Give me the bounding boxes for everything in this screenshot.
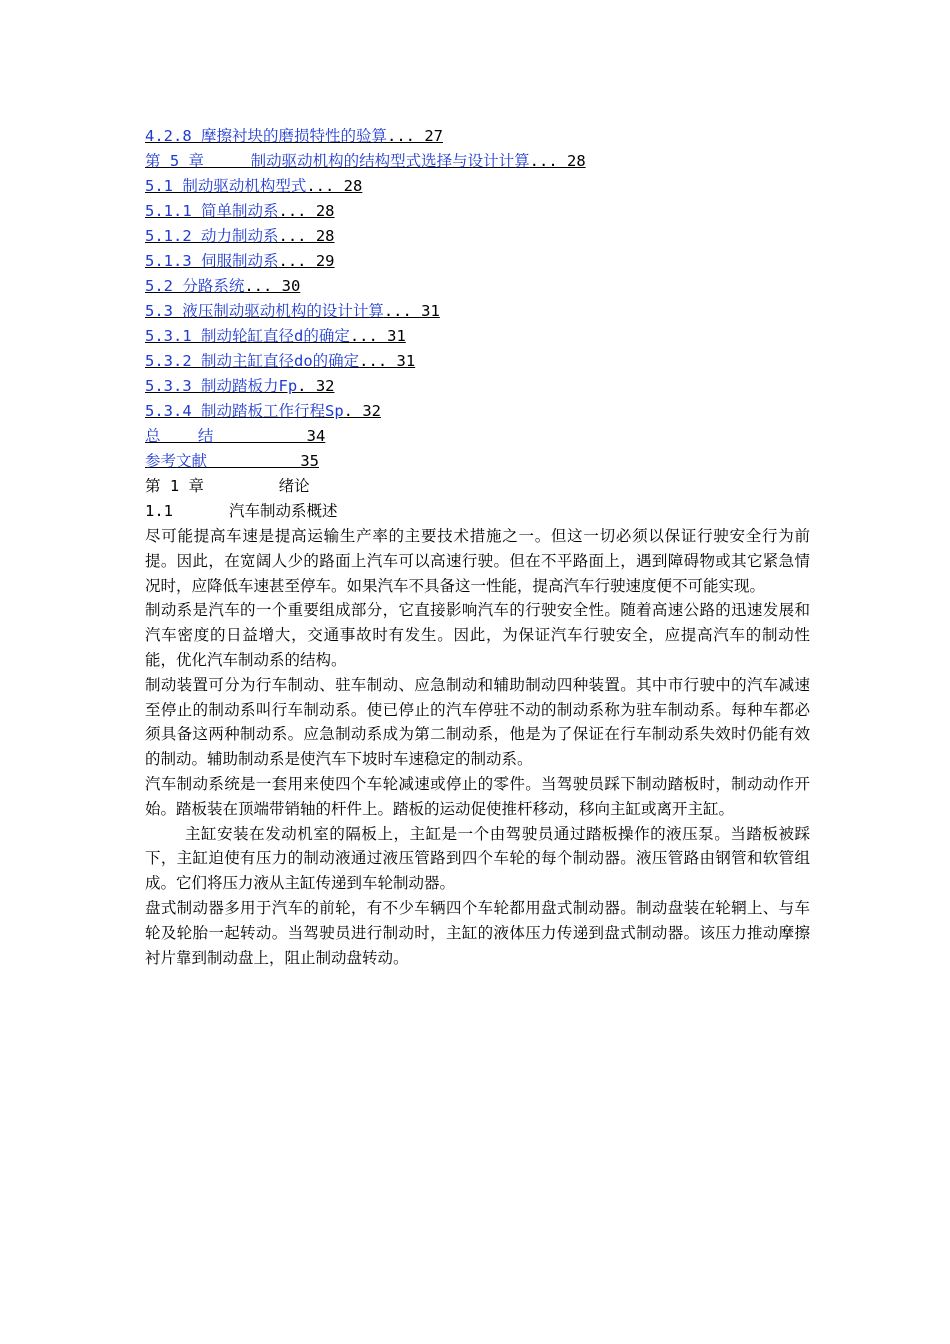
toc-entry-label: 参考文献 (145, 452, 208, 470)
toc-entry[interactable] (145, 399, 810, 424)
section-heading: 1.1 汽车制动系概述 (145, 502, 338, 520)
toc-entry[interactable] (145, 149, 810, 174)
toc-entry-label: 5.3 液压制动驱动机构的设计计算 (145, 302, 384, 320)
toc-link[interactable] (145, 452, 319, 470)
toc-entry-page: ... 28 (278, 202, 335, 220)
toc-entry[interactable] (145, 449, 810, 474)
toc-link[interactable] (145, 302, 440, 320)
toc-entry-label: 5.3.4 制动踏板工作行程Sp (145, 402, 344, 420)
body-paragraph: 主缸安装在发动机室的隔板上，主缸是一个由驾驶员通过踏板操作的液压泵。当踏板被踩下，主缸迫使有压力的制动液通过液压管路到四个车轮的每个制动器。液压管路由钢管和软管组成。它们将压力液从主缸传递到车轮制动器。 (145, 824, 810, 893)
toc-entry-label: 5.1.3 伺服制动系 (145, 252, 279, 270)
toc-link[interactable] (145, 327, 406, 345)
body-paragraph: 制动系是汽车的一个重要组成部分，它直接影响汽车的行驶安全性。随着高速公路的迅速发展和汽车密度的日益增大，交通事故时有发生。因此，为保证汽车行驶安全，应提高汽车的制动性能，优化汽车制动系的结构。 (145, 601, 810, 669)
toc-entry[interactable] (145, 199, 810, 224)
toc-entry-label: 5.3.1 制动轮缸直径d的确定 (145, 327, 350, 345)
toc-entry-label: 5.1.1 简单制动系 (145, 202, 279, 220)
body-paragraph: 汽车制动系统是一套用来使四个车轮减速或停止的零件。当驾驶员踩下制动踏板时，制动动作开始。踏板装在顶端带销轴的杆件上。踏板的运动促使推杆移动，移向主缸或离开主缸。 (145, 774, 810, 818)
body-paragraph: 盘式制动器多用于汽车的前轮，有不少车辆四个车轮都用盘式制动器。制动盘装在轮辋上、与车轮及轮胎一起转动。当驾驶员进行制动时，主缸的液体压力传递到盘式制动器。该压力推动摩擦衬片靠到制动盘上，阻止制动盘转动。 (145, 898, 810, 967)
toc-entry[interactable] (145, 299, 810, 324)
toc-entry-page: ... 31 (359, 352, 416, 370)
toc-entry-page: ... 28 (278, 227, 335, 245)
toc-entry[interactable] (145, 424, 810, 449)
toc-entry-label: 5.2 分路系统 (145, 277, 245, 295)
toc-link[interactable] (145, 227, 335, 245)
toc-link[interactable] (145, 177, 362, 195)
toc-entry-page: ... 27 (387, 127, 443, 145)
toc-entry[interactable] (145, 249, 810, 274)
toc-entry[interactable] (145, 349, 810, 374)
toc-entry-label: 5.3.2 制动主缸直径do的确定 (145, 352, 360, 370)
chapter-heading: 第 1 章 绪论 (145, 477, 310, 495)
toc-entry-page: ... 28 (306, 177, 363, 195)
toc-entry-label: 5.1 制动驱动机构型式 (145, 177, 307, 195)
toc-link[interactable] (145, 352, 415, 370)
toc-entry-label: 5.1.2 动力制动系 (145, 227, 279, 245)
toc-entry-label: 总 结 (145, 427, 214, 445)
toc-entry[interactable] (145, 324, 810, 349)
toc-entry-page: ... 28 (529, 152, 586, 170)
body-paragraph: 制动装置可分为行车制动、驻车制动、应急制动和辅助制动四种装置。其中市行驶中的汽车减速至停止的制动系叫行车制动系。使已停止的汽车停驻不动的制动系称为驻车制动系。每种车都必须具备这两种制动系。应急制动系成为第二制动系，他是为了保证在行车制动系失效时仍能有效的制动。辅助制动系是使汽车下坡时车速稳定的制动系。 (145, 675, 810, 769)
toc-entry-label: 第 5 章 制动驱动机构的结构型式选择与设计计算 (145, 152, 530, 170)
toc-entry-label: 4.2.8 摩擦衬块的磨损特性的验算 (145, 127, 387, 145)
toc-entry-page: ... 29 (278, 252, 335, 270)
document-page (145, 124, 810, 970)
toc-entry-page: ... 30 (244, 277, 301, 295)
table-of-contents (145, 124, 810, 474)
toc-entry[interactable] (145, 124, 810, 149)
toc-link[interactable] (145, 127, 443, 145)
toc-entry-page: . 32 (343, 402, 381, 420)
toc-entry[interactable] (145, 174, 810, 199)
toc-entry[interactable] (145, 274, 810, 299)
toc-entry-page: . 32 (297, 377, 335, 395)
toc-entry[interactable] (145, 224, 810, 249)
toc-link[interactable] (145, 427, 325, 445)
toc-entry[interactable] (145, 374, 810, 399)
toc-link[interactable] (145, 252, 335, 270)
toc-link[interactable] (145, 277, 300, 295)
toc-link[interactable] (145, 377, 334, 395)
toc-entry-page: 34 (213, 427, 326, 445)
body-paragraph: 尽可能提高车速是提高运输生产率的主要技术措施之一。但这一切必须以保证行驶安全行为前提。因此，在宽阔人少的路面上汽车可以高速行驶。但在不平路面上，遇到障碍物或其它紧急情况时，应降低车速甚至停车。如果汽车不具备这一性能，提高汽车行驶速度便不可能实现。 (145, 527, 810, 595)
toc-entry-page: ... 31 (383, 302, 440, 320)
toc-entry-page: ... 31 (349, 327, 406, 345)
toc-link[interactable] (145, 152, 586, 170)
toc-entry-page: 35 (207, 452, 319, 470)
toc-link[interactable] (145, 402, 381, 420)
toc-entry-label: 5.3.3 制动踏板力Fp (145, 377, 298, 395)
toc-link[interactable] (145, 202, 335, 220)
